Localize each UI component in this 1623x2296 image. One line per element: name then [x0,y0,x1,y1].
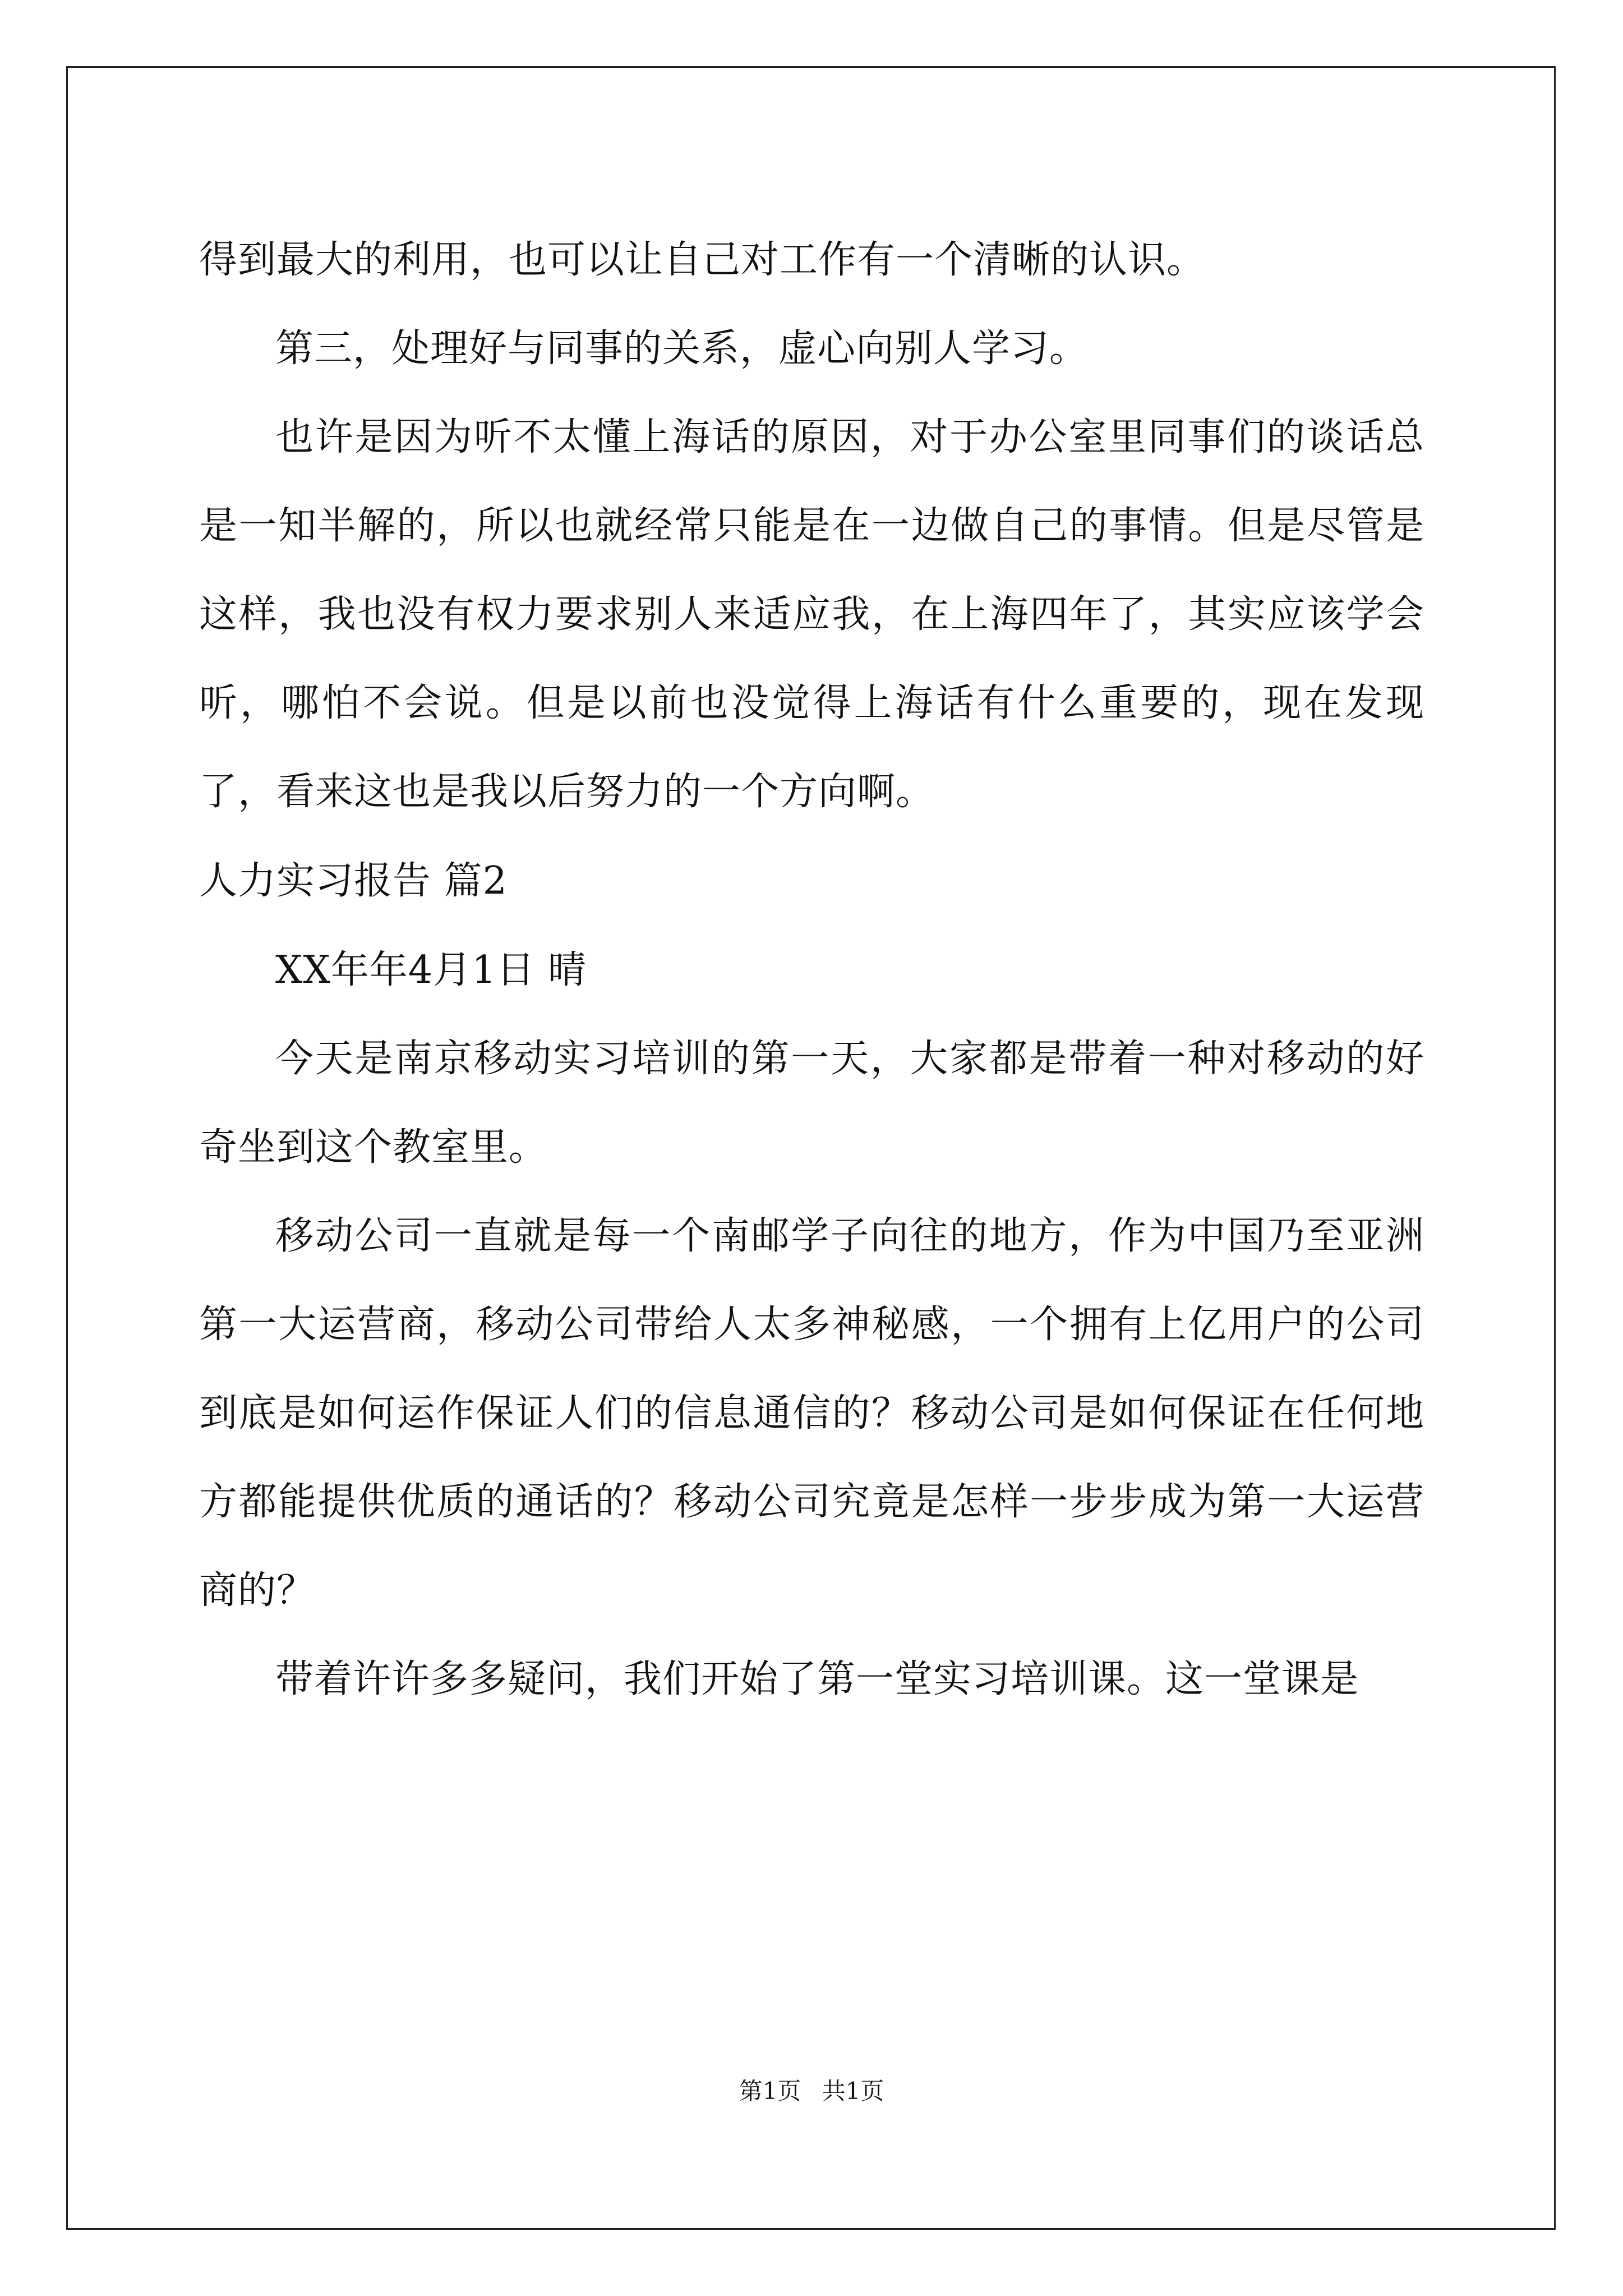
paragraph-mobile-company: 移动公司一直就是每一个南邮学子向往的地方，作为中国乃至亚洲第一大运营商，移动公司带给人太多神秘感，一个拥有上亿用户的公司到底是如何运作保证人们的信息通信的？移动公司是如何保证在任何地方都能提供优质的通话的？移动公司究竟是怎样一步步成为第一大运营商的？ [199,1214,1424,1613]
page-number-current: 第1页 [739,2077,801,2105]
page-footer [0,2073,1623,2106]
paragraph-first-class: 带着许许多多疑问，我们开始了第一堂实习培训课。这一堂课是 [275,1657,1359,1701]
paragraph-first-day: 今天是南京移动实习培训的第一天，大家都是带着一种对移动的好奇坐到这个教室里。 [199,1037,1424,1170]
section-title: 人力实习报告 篇2 [199,859,508,903]
paragraph-continuation: 得到最大的利用，也可以让自己对工作有一个清晰的认识。 [199,238,1206,282]
diary-date-line: XX年年4月1日 晴 [275,948,587,992]
paragraph-point-three: 第三，处理好与同事的关系，虚心向别人学习。 [275,326,1089,371]
document-body [199,216,1424,1724]
paragraph-shanghai-dialect: 也许是因为听不太懂上海话的原因，对于办公室里同事们的谈话总是一知半解的，所以也就经常只能是在一边做自己的事情。但是尽管是这样，我也没有权力要求别人来适应我，在上海四年了，其实应该学会听，哪怕不会说。但是以前也没觉得上海话有什么重要的，现在发现了，看来这也是我以后努力的一个方向啊。 [199,415,1424,814]
page-number-total: 共1页 [822,2077,884,2105]
